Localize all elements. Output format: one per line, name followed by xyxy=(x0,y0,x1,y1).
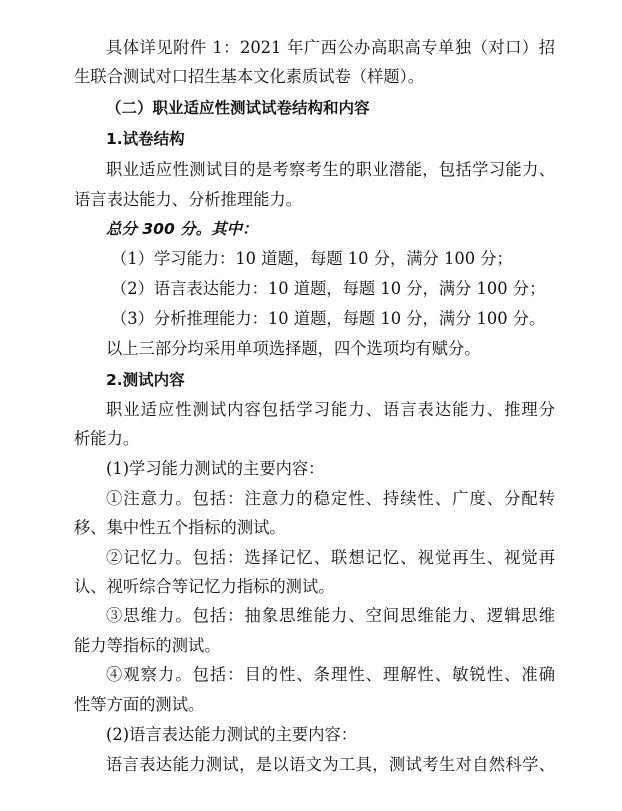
paragraph-line: ②记忆力。包括：选择记忆、联想记忆、视觉再生、视觉再 xyxy=(106,548,555,567)
paragraph-line: 生联合测试对口招生基本文化素质试卷（样题）。 xyxy=(74,67,425,86)
paragraph-line: 语言表达能力、分析推理能力。 xyxy=(74,190,302,209)
paragraph-line: (2)语言表达能力测试的主要内容： xyxy=(106,725,358,744)
paragraph-line: 析能力。 xyxy=(74,429,140,448)
list-item: （1）学习能力：10 道题，每题 10 分，满分 100 分； xyxy=(111,249,513,268)
emphasis-line: 总分 300 分。其中： xyxy=(106,220,258,238)
paragraph-line: 移、集中性五个指标的测试。 xyxy=(74,518,286,537)
paragraph-line: ③思维力。包括：抽象思维能力、空间思维能力、逻辑思维 xyxy=(106,606,555,625)
subsection-heading: 1.试卷结构 xyxy=(106,130,185,148)
paragraph-line: 具体详见附件 1：2021 年广西公办高职高专单独（对口）招 xyxy=(106,38,555,57)
subsection-heading: 2.测试内容 xyxy=(106,371,185,389)
paragraph-line: 职业适应性测试目的是考察考生的职业潜能，包括学习能力、 xyxy=(106,160,555,179)
paragraph-line: 认、视听综合等记忆力指标的测试。 xyxy=(74,577,335,596)
section-heading: （二）职业适应性测试试卷结构和内容 xyxy=(106,99,370,117)
paragraph-line: 以上三部分均采用单项选择题，四个选项均有赋分。 xyxy=(106,339,481,358)
paragraph-line: 能力等指标的测试。 xyxy=(74,636,221,655)
paragraph-line: 语言表达能力测试，是以语文为工具，测试考生对自然科学、 xyxy=(106,755,555,774)
list-item: （3）分析推理能力：10 道题，每题 10 分，满分 100 分。 xyxy=(111,309,546,328)
paragraph-line: (1)学习能力测试的主要内容： xyxy=(106,459,325,478)
paragraph-line: 职业适应性测试内容包括学习能力、语言表达能力、推理分 xyxy=(106,400,555,419)
paragraph-line: ①注意力。包括：注意力的稳定性、持续性、广度、分配转 xyxy=(106,489,555,508)
paragraph-line: ④观察力。包括：目的性、条理性、理解性、敏锐性、准确 xyxy=(106,665,555,684)
list-item: （2）语言表达能力：10 道题，每题 10 分，满分 100 分； xyxy=(111,279,546,298)
paragraph-line: 性等方面的测试。 xyxy=(74,695,205,714)
